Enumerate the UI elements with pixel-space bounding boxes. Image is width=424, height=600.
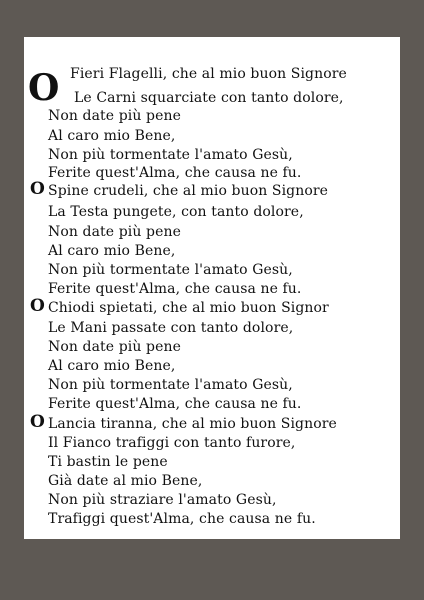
drop-cap: O (30, 412, 45, 432)
verse-line: Ti bastin le pene (48, 454, 168, 470)
verse-line: Le Mani passate con tanto dolore, (48, 320, 294, 336)
verse-line: Non date più pene (48, 108, 181, 124)
verse-line: Al caro mio Bene, (48, 243, 176, 259)
verse-line: Al caro mio Bene, (48, 358, 176, 374)
verse-line: Ferite quest'Alma, che causa ne fu. (48, 165, 302, 181)
verse-line: Non più tormentate l'amato Gesù, (48, 147, 293, 163)
verse-line: Ferite quest'Alma, che causa ne fu. (48, 396, 302, 412)
verse-line: Non date più pene (48, 224, 181, 240)
drop-cap: O (30, 179, 45, 199)
verse-line: Non date più pene (48, 339, 181, 355)
drop-cap: O (30, 296, 45, 316)
verse-line: Ferite quest'Alma, che causa ne fu. (48, 281, 302, 297)
verse-line: Trafiggi quest'Alma, che causa ne fu. (48, 511, 316, 527)
verse-line: Lancia tiranna, che al mio buon Signore (48, 416, 337, 432)
verse-line: Non più straziare l'amato Gesù, (48, 492, 277, 508)
verse-line: Le Carni squarciate con tanto dolore, (74, 90, 344, 106)
verse-line: Non più tormentate l'amato Gesù, (48, 262, 293, 278)
verse-line: Il Fianco trafiggi con tanto furore, (48, 435, 296, 451)
verse-line: La Testa pungete, con tanto dolore, (48, 204, 304, 220)
verse-line: Spine crudeli, che al mio buon Signore (48, 183, 329, 199)
verse-line: Fieri Flagelli, che al mio buon Signore (70, 66, 347, 82)
verse-line: Non più tormentate l'amato Gesù, (48, 377, 293, 393)
drop-cap: O (28, 67, 60, 109)
printed-page (24, 37, 400, 539)
verse-line: Già date al mio Bene, (48, 473, 203, 489)
verse-line: Chiodi spietati, che al mio buon Signor (48, 300, 329, 316)
verse-line: Al caro mio Bene, (48, 128, 176, 144)
